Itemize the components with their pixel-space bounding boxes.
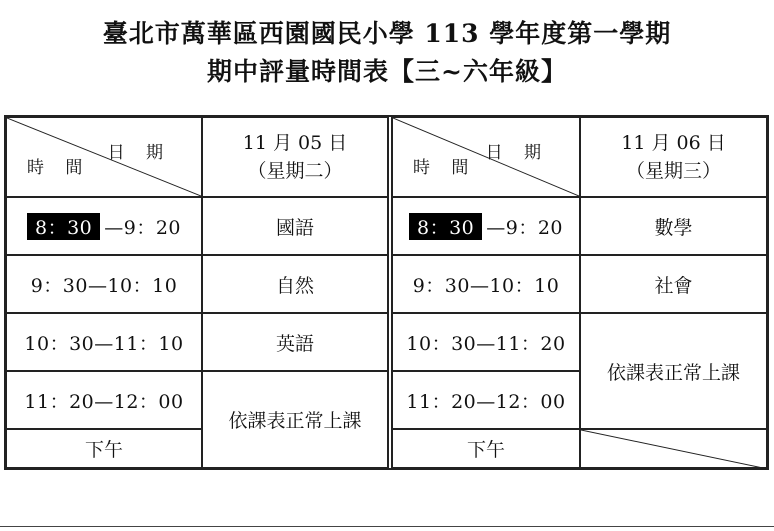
- date-day1: 11 月 05 日: [242, 132, 348, 154]
- time-slot-day2-4: 11：20—12：00: [392, 371, 580, 429]
- time-slot-day1-2: 9：30—10：10: [6, 255, 202, 313]
- highlighted-start-time: 8：30: [409, 213, 482, 240]
- exam-schedule-table: [4, 115, 769, 470]
- weekday-day1: （星期二）: [247, 160, 343, 182]
- subject-day2-1: 數學: [580, 197, 767, 255]
- date-header-day1: [202, 117, 388, 197]
- time-slot-day1-3: 10：30—11：10: [6, 313, 202, 371]
- time-slot-day1-1: [6, 197, 202, 255]
- subject-day1-2: 自然: [202, 255, 388, 313]
- time-slot-day1-afternoon: 下午: [6, 429, 202, 468]
- date-header-day2: [580, 117, 767, 197]
- weekday-day2: （星期三）: [625, 160, 721, 182]
- time-header-label: 時 間: [413, 158, 477, 178]
- subject-day2-merged: 依課表正常上課: [580, 313, 767, 429]
- date-day2: 11 月 06 日: [621, 132, 726, 154]
- header-corner-day2: [392, 117, 580, 197]
- slash-line: [581, 430, 768, 469]
- day-divider: [388, 117, 392, 468]
- time-slot-day1-4: 11：20—12：00: [6, 371, 202, 429]
- document-title: 臺北市萬華區西園國民小學 113 學年度第一學期: [102, 19, 672, 48]
- end-time: —9：20: [104, 216, 182, 239]
- subject-day2-2: 社會: [580, 255, 767, 313]
- page-bottom-rule: [0, 526, 774, 527]
- time-slot-day2-2: 9：30—10：10: [392, 255, 580, 313]
- highlighted-start-time: 8：30: [27, 213, 100, 240]
- date-header-label: 日 期: [485, 143, 549, 163]
- document-subtitle: 期中評量時間表【三~六年級】: [207, 57, 567, 86]
- header-corner-day1: [6, 117, 202, 197]
- subject-day1-3: 英語: [202, 313, 388, 371]
- time-slot-day2-1: [392, 197, 580, 255]
- time-slot-day2-afternoon: 下午: [392, 429, 580, 468]
- end-time: —9：20: [486, 216, 564, 239]
- time-header-label: 時 間: [27, 158, 91, 178]
- time-slot-day2-3: 10：30—11：20: [392, 313, 580, 371]
- empty-slashed-cell: [580, 429, 767, 468]
- date-header-label: 日 期: [107, 143, 171, 163]
- subject-day1-1: 國語: [202, 197, 388, 255]
- subject-day1-merged: 依課表正常上課: [202, 371, 388, 468]
